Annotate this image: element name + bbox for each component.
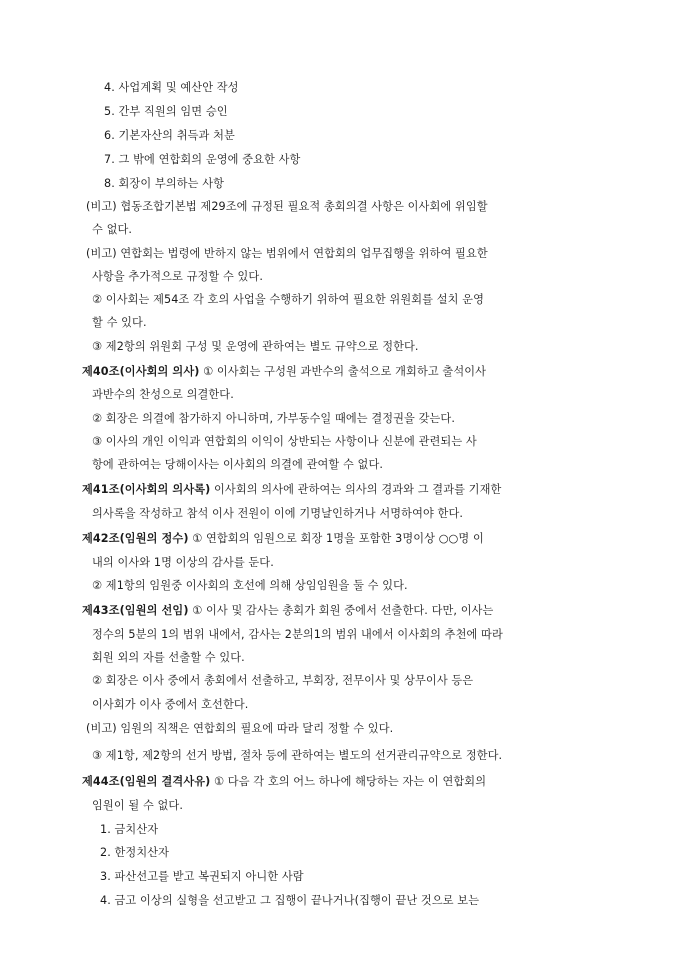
clause-paragraph: 이사회가 이사 중에서 호선한다. (92, 698, 249, 711)
list-item: 6. 기본자산의 취득과 처분 (104, 129, 235, 142)
clause-paragraph: ② 제1항의 임원중 이사회의 호선에 의해 상임임원을 둘 수 있다. (92, 579, 408, 592)
note-paragraph: 사항을 추가적으로 규정할 수 있다. (92, 270, 263, 283)
clause-paragraph: 정수의 5분의 1의 범위 내에서, 감사는 2분의1의 범위 내에서 이사회의 추천에 따라 (92, 628, 503, 641)
clause-paragraph: ③ 제2항의 위원회 구성 및 운영에 관하여는 별도 규약으로 정한다. (92, 340, 419, 353)
clause-paragraph: 할 수 있다. (92, 316, 147, 329)
list-item: 1. 금치산자 (100, 823, 159, 836)
list-item: 4. 금고 이상의 실형을 선고받고 그 집행이 끝나거나(집행이 끝난 것으로 보는 (100, 894, 480, 907)
article-heading: 제40조(이사회의 의사) (82, 365, 200, 378)
clause-paragraph: 과반수의 찬성으로 의결한다. (92, 388, 234, 401)
article-40: 제40조(이사회의 의사) ① 이사회는 구성원 과반수의 출석으로 개회하고 출석이사 (82, 365, 487, 378)
clause-paragraph: 내의 이사와 1명 이상의 감사를 둔다. (92, 556, 274, 569)
clause-paragraph: ③ 이사의 개인 이익과 연합회의 이익이 상반되는 사항이나 신분에 관련되는 사 (92, 435, 477, 448)
article-43: 제43조(임원의 선임) ① 이사 및 감사는 총회가 회원 중에서 선출한다. 다만, 이사는 (82, 604, 494, 617)
clause-paragraph: 항에 관하여는 당해이사는 이사회의 의결에 관여할 수 없다. (92, 458, 384, 471)
article-heading: 제44조(임원의 결격사유) (82, 775, 211, 788)
clause-paragraph: ② 회장은 이사 중에서 총회에서 선출하고, 부회장, 전무이사 및 상무이사 등은 (92, 674, 474, 687)
article-heading: 제42조(임원의 정수) (82, 532, 189, 545)
note-paragraph: 수 없다. (92, 223, 133, 236)
note-paragraph: (비고) 협동조합기본법 제29조에 규정된 필요적 총회의결 사항은 이사회에 위임할 (86, 200, 488, 213)
clause-paragraph: ② 회장은 의결에 참가하지 아니하며, 가부동수일 때에는 결정권을 갖는다. (92, 412, 455, 425)
clause-paragraph: 임원이 될 수 없다. (92, 799, 183, 812)
article-heading: 제41조(이사회의 의사록) (82, 483, 211, 496)
clause-paragraph: 회원 외의 자를 선출할 수 있다. (92, 651, 245, 664)
list-item: 4. 사업계획 및 예산안 작성 (104, 81, 239, 94)
note-paragraph: (비고) 연합회는 법령에 반하지 않는 범위에서 연합회의 업무집행을 위하여 필요한 (86, 247, 488, 260)
article-42: 제42조(임원의 정수) ① 연합회의 임원으로 회장 1명을 포함한 3명이상 ○○명 이 (82, 532, 484, 545)
list-item: 7. 그 밖에 연합회의 운영에 중요한 사항 (104, 153, 301, 166)
list-item: 3. 파산선고를 받고 복권되지 아니한 사람 (100, 870, 304, 883)
article-44: 제44조(임원의 결격사유) ① 다음 각 호의 어느 하나에 해당하는 자는 이 연합회의 (82, 775, 487, 788)
clause-paragraph: ③ 제1항, 제2항의 선거 방법, 절차 등에 관하여는 별도의 선거관리규약으로 정한다. (92, 749, 503, 762)
list-item: 5. 간부 직원의 임면 승인 (104, 105, 228, 118)
article-41: 제41조(이사회의 의사록) 이사회의 의사에 관하여는 의사의 경과와 그 결과를 기재한 (82, 483, 502, 496)
article-heading: 제43조(임원의 선임) (82, 604, 189, 617)
note-paragraph: (비고) 임원의 직책은 연합회의 필요에 따라 달리 정할 수 있다. (86, 722, 394, 735)
clause-paragraph: 의사록을 작성하고 참석 이사 전원이 이에 기명날인하거나 서명하여야 한다. (92, 507, 464, 520)
clause-paragraph: ② 이사회는 제54조 각 호의 사업을 수행하기 위하여 필요한 위원회를 설치 운영 (92, 293, 484, 306)
list-item: 8. 회장이 부의하는 사항 (104, 177, 225, 190)
list-item: 2. 한정치산자 (100, 846, 170, 859)
